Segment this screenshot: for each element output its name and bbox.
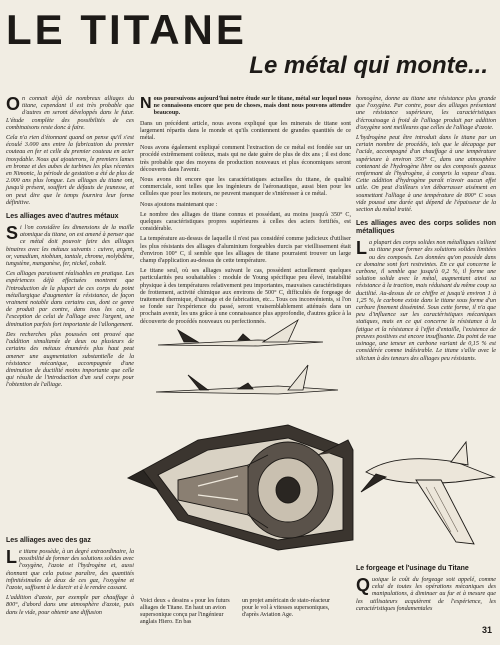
paragraph: Nous poursuivons aujourd'hui notre étude sur le titane, métal sur lequel nous ne connaissons encore que peu de choses, mais dont nous pouvons attendre beaucoup. xyxy=(140,95,351,117)
column-left-gases xyxy=(6,537,134,616)
article-subtitle: Le métal qui monte... xyxy=(249,52,488,79)
paragraph: Si l'on considère les dimensions de la maille atomique du titane, on est amené à penser que ce métal doit pouvoir faire des alliages binaires avec les métaux suivants : cuivre, argent, or, vanadium, niobium, tantale, chrome, molybdène, tungstène, manganèse, fer, nickel, cobalt. xyxy=(6,223,134,268)
paragraph: Nous ajoutons maintenant que : xyxy=(140,201,218,208)
column-center xyxy=(140,95,351,325)
column-right-forging xyxy=(356,565,496,635)
paragraph: La plupart des corps solides non métalliques s'allient au titane pour former des solutions solides limitées ou des composés. Les données qu'on possède dans ce domaine sont fort restreintes. En ce qui concerne le carbone, il semble que jusqu'à 0,2 %, il forme une solution solide avec le métal, augmentant ainsi sa résistance à la traction, mais réduisant du même coup sa ductilité. Au-dessus de ce chiffre et jusqu'à environ 1 à 1,25 %, le carbone existe dans le titane sous forme d'un carbure finement disséminé. Sous cette forme, il n'a que peu d'influence sur les caractéristiques mécaniques statiques, mais en ce qui concerne la résistance à la fatigue et la résistance à l'effet d'entaille, l'existence de preuves positives est encore insuffisante. Du point de vue usinage, une teneur en carbone variant de 0,15 % est considérée comme indésirable. Le titane s'allie avec le silicium à des teneurs des alliages peu résistants. xyxy=(356,238,496,362)
paragraph: Cela n'a rien d'étonnant quand on pense qu'il s'est écoulé 3.000 ans entre la fabrication du premier couteau en fer et celle du premier couteau en acier inoxydable. Nous qui ajouterons, le premiers lames en bronze et des aubes de turbines les plus récentes en Nimonic, la période de gestation a été de plus de 2.000 ans plus longue. Les alliages du titane ont, jusqu'à présent, souffert de défauts de jeunesse, et on peut dire que le temps fournira leur forme définitive. xyxy=(6,135,134,206)
section-heading: Le forgeage et l'usinage du Titane xyxy=(356,565,469,572)
aircraft-illustration xyxy=(138,290,356,592)
supersonic-aircraft-illustration xyxy=(356,432,496,560)
paragraph: On connait déjà de nombreux alliages du titane, cependant il est très probable que d'autres en seront développés dans le futur. L'étude complète des possibilités de ces combinaisons reste donc à faire. xyxy=(6,94,134,131)
column-right xyxy=(356,96,496,430)
aircraft-icon xyxy=(361,442,494,544)
paragraph: homogène, donne au titane une résistance plus grande que l'oxygène. Par contre, pour des alliages présentant une résistance supérieure, les caractéristiques d'écrouissage à froid de l'alliage produit par addition d'oxygène sont meilleures que celles de l'alliage d'azote. xyxy=(356,96,496,131)
figure-caption xyxy=(140,598,345,626)
paragraph: Nous avons dit encore que les caractéristiques actuelles du titane, de qualité commerciale, sont telles que les ingénieurs de l'aéronautique, aussi bien pour les cellules que pour les moteurs, ne peuvent manquer de s'intéresser à ce métal. xyxy=(140,177,351,198)
paragraph: Le nombre des alliages de titane connus et possédant, au moins jusqu'à 350° C, quelques caractéristiques propres supérieures à celles des aciers fortifiés, est considérable. xyxy=(140,211,351,233)
paragraph: Le titane seul, où ses alliages suivant le cas, possèdent actuellement quelques particularités peu souhaitables : module de Young spécifique peu élevé, instabilité physique à des températures relativement peu importantes, mauvaises caractéristiques de frottement, activité chimique aux environs de 500° C, difficultés de forgeage de traitement thermique, d'usinage et de fabrication, etc... Tous ces inconvénients, si l'on se fonde sur l'expérience du passé, seront vraisemblablement atténués dans un prochain avenir, les uns grâce à une connaissance plus approfondie, d'autres grâce à la découverte de procédés nouveaux ou perfectionnés. xyxy=(140,268,351,325)
page-number: 31 xyxy=(481,625,492,635)
aircraft-top-view-icon xyxy=(156,365,338,394)
caption-right: un projet américain de stato-réacteur pour le vol à vitesses supersoniques, d'après Aviation Age. xyxy=(242,598,330,618)
aircraft-side-view-icon xyxy=(158,320,323,346)
paragraph: Nous avons également expliqué comment l'extraction de ce métal est fondée sur un procédé extrêmement coûteux, mais qui ne date guère de plus de dix ans ; il est donc très probable que des moyens de production nouveaux et plus économiques seront découverts dans l'avenir. xyxy=(140,145,351,173)
paragraph: L'hydrogène peut être introduit dans le titane par un certain nombre de procédés, tels que le décapage par l'acide, accompagné d'un chauffage à une température supérieure à environ 350° C, dans une atmosphère contenant de l'hydrogène libre ou des composés gazeux renfermant de l'hydrogène, à compris la vapeur d'eau. Cette addition d'hydrogène paraît n'avoir aucun effet utile. On peut d'ailleurs s'en débarrasser aisément en soumettant l'alliage à une température de 800° C sous vide poussé une durée qui dépend de l'épaisseur de la section du métal traité. xyxy=(356,135,496,214)
caption-left: Voici deux « dessins » pour les futurs alliages de Titane. En haut un avion supersonique conçu par l'ingénieur anglais Hiero. En bas xyxy=(140,598,230,625)
section-heading: Les alliages avec d'autres métaux xyxy=(6,213,119,221)
article-title: LE TITANE xyxy=(6,6,247,53)
column-left xyxy=(6,96,134,592)
paragraph: Le titane possède, à un degré extraordinaire, la possibilité de former des solutions solides avec l'oxygène, l'azote et l'hydrogène et, aussi étonnant que cela puisse paraître, des quantités infinitésimales de deux de ces gaz, l'oxygène et l'azote, suffisent à le durcir et à le rendre cassant. xyxy=(6,547,134,592)
paragraph: Dans un précédent article, nous avons expliqué que les minerais de titane sont largement répartis dans le monde et qu'ils contiennent de grandes quantités de ce métal. xyxy=(140,120,351,142)
section-heading: Les alliages avec des gaz xyxy=(6,537,91,544)
drop-cap: L xyxy=(6,547,17,567)
drop-cap: L xyxy=(356,238,367,259)
ramjet-cutaway-icon xyxy=(128,425,353,550)
paragraph: La température au-dessus de laquelle il n'est pas considéré comme judicieux d'utiliser les plus résistants des alliages d'aluminium forgeables durcis par vieillissement était d'environ 100° C, il semble que les alliages de titane pourraient trouver un large champ d'application au-dessus de cette température. xyxy=(140,236,351,265)
paragraph: Des recherches plus poussées ont prouvé que l'addition simultanée de deux ou plusieurs de certains des métaux énumérés plus haut peut amener une augmentation substantielle de la résistance mécanique, accompagnée d'une diminution de ductilité moins importante que celle qui résulte de l'introduction d'un seul corps pour l'obtention de l'alliage. xyxy=(6,331,134,389)
paragraph: Ces alliages paraissent réalisables en pratique. Les expériences déjà effectuées montrent que l'introduction de la plupart de ces corps du point métallurgique d'augmenter la résistance, de façon vraiment notable dans certains cas, dont ce genre de produit par contre, dans tous les cas, à l'exception de celui de l'alliage avec l'argent, une diminution parfois fort importante de l'allongement. xyxy=(6,271,134,328)
section-heading: Les alliages avec des corps solides non métalliques xyxy=(356,220,496,236)
paragraph: L'addition d'azote, par exemple par chauffage à 800°, d'abord dans une atmosphère d'azote, puis dans le vide, pour obtenir une diffusion xyxy=(6,595,134,616)
drop-cap: S xyxy=(6,223,19,244)
drop-cap: N xyxy=(140,95,152,112)
paragraph: Quoique le coût du forgeage soit appelé, comme celui de toutes les opérations mécaniques des manipulations, à diminuer au fur et à mesure que les utilisateurs acquièrent de l'expérience, les caractéristiques fondamentales xyxy=(356,575,496,612)
drop-cap: Q xyxy=(356,575,371,595)
drop-cap: O xyxy=(6,94,21,114)
